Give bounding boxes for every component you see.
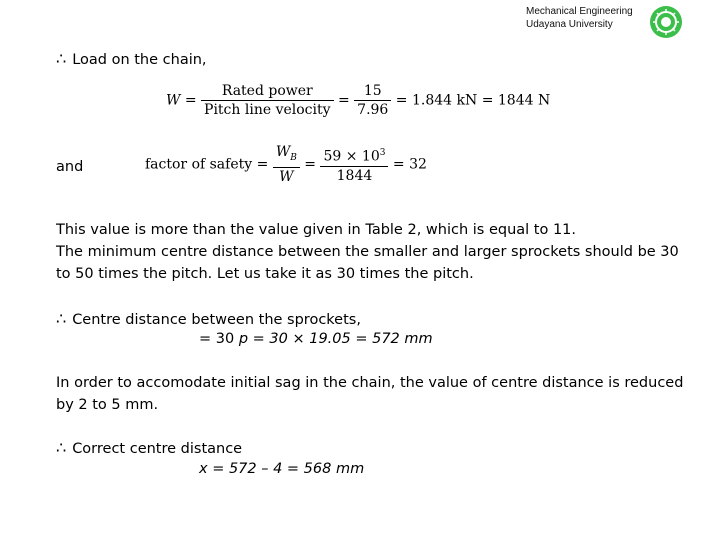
safety-eq-fraction-2 — [320, 144, 388, 185]
header-affiliation — [526, 5, 633, 31]
safety-lead: and — [56, 159, 84, 175]
safety-eq-num-2-exp: 3 — [379, 148, 386, 159]
load-eq-num-1: Rated power — [201, 82, 334, 101]
paragraph-1-line-1: This value is more than the value given in Table 2, which is equal to 11. — [56, 222, 577, 238]
safety-eq-wb-sub: B — [290, 152, 297, 163]
correct-lead — [56, 437, 242, 460]
centre-lead-text: Centre distance between the sprockets, — [72, 312, 361, 328]
centre-formula-prefix: = 30 — [199, 331, 239, 347]
load-lead — [56, 48, 207, 71]
therefore-symbol: ∴ — [56, 309, 67, 328]
load-eq-result: 1.844 kN = 1844 N — [411, 92, 551, 109]
safety-eq-den-2: 1844 — [336, 167, 373, 184]
safety-eq-fraction-1 — [273, 143, 300, 186]
equals-sign: = — [304, 156, 317, 173]
therefore-symbol: ∴ — [56, 438, 67, 457]
correct-formula: x = 572 – 4 = 568 mm — [199, 461, 365, 477]
equals-sign: = — [184, 92, 197, 109]
safety-eq-den-1: W — [279, 168, 294, 185]
safety-eq-num-1 — [273, 143, 300, 168]
safety-equation — [145, 143, 427, 186]
load-eq-den-1: Pitch line velocity — [204, 102, 331, 118]
load-eq-lhs: W — [166, 92, 181, 109]
header-university: Udayana University — [526, 19, 613, 30]
load-eq-fraction-2 — [354, 82, 391, 119]
centre-formula — [199, 329, 433, 350]
load-lead-text: Load on the chain, — [72, 52, 207, 68]
centre-formula-rest: p = 30 × 19.05 = 572 mm — [238, 331, 433, 347]
header-dept: Mechanical Engineering — [526, 6, 633, 17]
safety-eq-result: 32 — [409, 156, 427, 173]
load-eq-num-2: 15 — [354, 82, 391, 101]
centre-lead — [56, 308, 361, 331]
safety-eq-label: factor of safety — [145, 156, 253, 173]
load-eq-fraction-1 — [201, 82, 334, 119]
load-equation — [166, 82, 550, 119]
equals-sign: = — [256, 156, 269, 173]
correct-lead-text: Correct centre distance — [72, 441, 243, 457]
safety-eq-num-2 — [320, 144, 388, 167]
therefore-symbol: ∴ — [56, 49, 67, 68]
paragraph-2-line-1: In order to accomodate initial sag in the chain, the value of centre distance is reduced — [56, 375, 684, 391]
equals-sign: = — [392, 156, 405, 173]
equals-sign: = — [395, 92, 408, 109]
safety-eq-num-2-base: 59 × 10 — [323, 148, 380, 165]
load-eq-den-2: 7.96 — [357, 102, 389, 118]
paragraph-1-line-3: to 50 times the pitch. Let us take it as 30 times the pitch. — [56, 266, 474, 282]
paragraph-2-line-2: by 2 to 5 mm. — [56, 397, 159, 413]
paragraph-1-line-2: The minimum centre distance between the smaller and larger sprockets should be 30 — [56, 244, 679, 260]
equals-sign: = — [337, 92, 350, 109]
university-logo-icon — [649, 5, 683, 39]
safety-eq-wb: W — [275, 144, 291, 160]
